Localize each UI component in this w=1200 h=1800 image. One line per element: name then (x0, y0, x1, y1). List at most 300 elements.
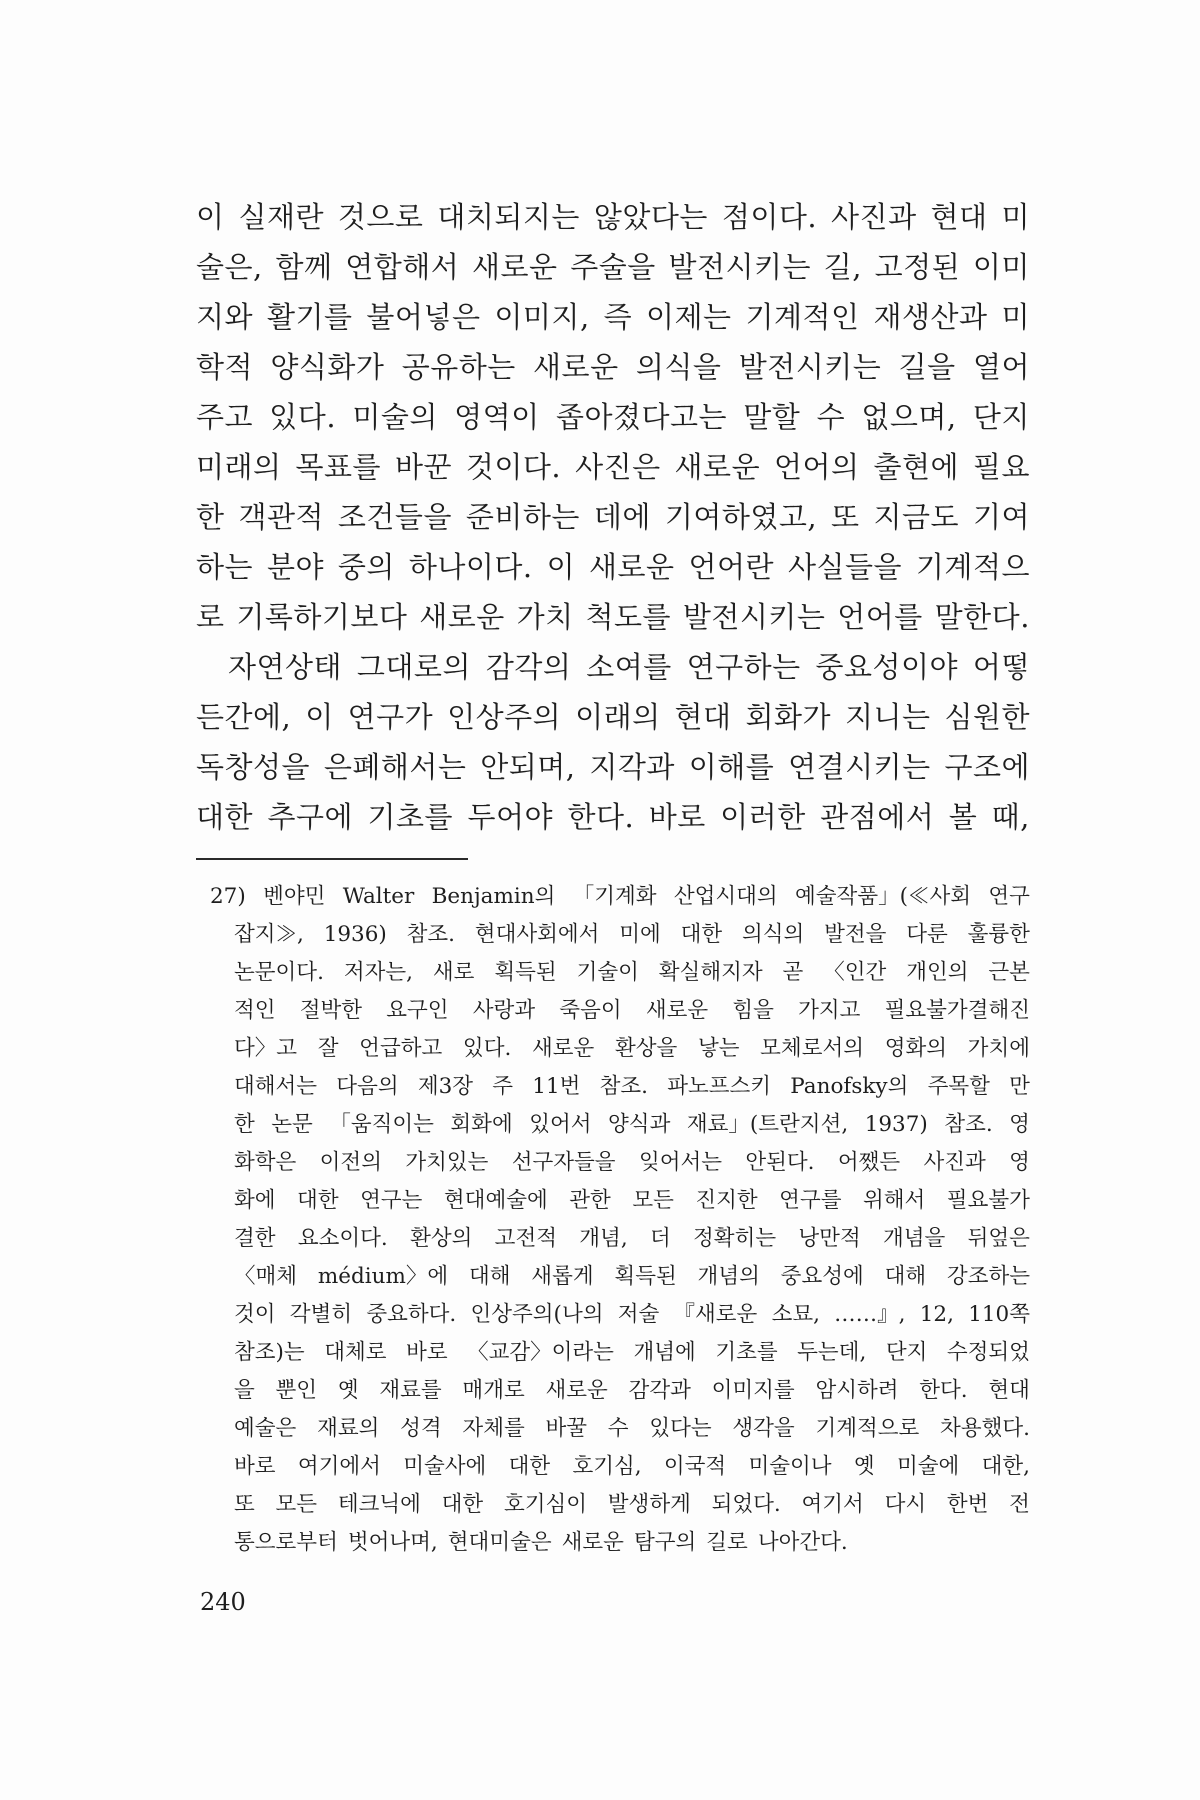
word: 다〉고 (234, 1036, 298, 1061)
word: 여기서 (801, 1492, 864, 1517)
word: 관한 (569, 1188, 611, 1213)
word: 개념, (579, 1226, 628, 1251)
body-line (196, 442, 1030, 492)
word: 「움직이는 (329, 1112, 434, 1137)
word: 중요성이야 (815, 650, 959, 684)
word: 개념에 (633, 1340, 696, 1365)
word: 참조)는 (234, 1340, 305, 1365)
word: 획득된 (494, 960, 557, 985)
word: 연구를 (779, 1188, 842, 1213)
word: 함께 (275, 250, 333, 284)
word: 안된다. (745, 1150, 815, 1175)
word: 바로 (648, 800, 706, 834)
word: 관점에서 (820, 800, 935, 834)
body-line (196, 492, 1030, 542)
word: 수정되었 (946, 1340, 1030, 1365)
word: 볼 (948, 800, 978, 834)
word: 미술사에 (403, 1454, 487, 1479)
body-line (196, 542, 1030, 592)
word: 한 (234, 1112, 255, 1137)
word: 옛 (337, 1378, 359, 1403)
word: 이 (546, 550, 576, 584)
word: 기계적인 (745, 300, 860, 334)
word: 말한다. (934, 600, 1030, 634)
word: 을 (234, 1378, 255, 1403)
word: 새로운 (674, 450, 761, 484)
word: 참조. (406, 922, 455, 947)
word: 각별히 (289, 1302, 353, 1327)
word: 모체로서의 (760, 1036, 865, 1061)
word: 연구가 (347, 700, 434, 734)
word: 은폐해서는 (323, 750, 467, 784)
word: 필요불가결해진 (884, 998, 1030, 1023)
word: 저자는, (343, 960, 413, 985)
word: 여기에서 (297, 1454, 381, 1479)
word: 즉 (603, 300, 633, 334)
word: 이래의 (575, 700, 661, 734)
word: 낳는 (697, 1036, 740, 1061)
word: 대한, (981, 1454, 1030, 1479)
footnote-line (210, 1486, 1030, 1524)
word: 데에 (593, 500, 651, 534)
footnote-line (210, 1410, 1030, 1448)
footnote-line (210, 1220, 1030, 1258)
word: 27) (210, 884, 246, 909)
word: 이제는 (646, 300, 732, 334)
body-line-indented (196, 642, 1030, 692)
word: 고정된 (874, 250, 961, 284)
word: 대한 (297, 1188, 339, 1213)
word: 현대 (930, 200, 988, 234)
word: 점이다. (721, 200, 818, 234)
word: 잊어서는 (638, 1150, 723, 1175)
word: 소여를 (586, 650, 672, 684)
footnote-line (210, 1334, 1030, 1372)
word: 죽음이 (559, 998, 622, 1023)
body-line (196, 392, 1030, 442)
word: 11번 (532, 1074, 581, 1099)
word: 1937) (864, 1112, 928, 1137)
word: 언급하고 (359, 1036, 443, 1061)
word: 구조에 (944, 750, 1030, 784)
word: 인상주의(나의 (470, 1302, 604, 1327)
word: 재료를 (379, 1378, 442, 1403)
word: 지니는 (844, 700, 931, 734)
word: 하나이다. (408, 550, 533, 584)
word: 12, (919, 1302, 954, 1327)
footnote-line (210, 1296, 1030, 1334)
word: 이미 (972, 250, 1030, 284)
word: 개념을 (883, 1226, 946, 1251)
word: 현대사회에서 (474, 922, 600, 947)
word: 테크닉에 (337, 1492, 421, 1517)
footnote-line (210, 1068, 1030, 1106)
word: 필요불가 (946, 1188, 1030, 1213)
word: 조건들을 (337, 500, 452, 534)
footnote-line (210, 1106, 1030, 1144)
word: 전 (1009, 1492, 1030, 1517)
word: 단지 (972, 400, 1030, 434)
word: 사진과 (923, 1150, 986, 1175)
word: 예술은 (234, 1416, 297, 1441)
word: 미래의 (196, 450, 282, 484)
word: 잘 (317, 1036, 339, 1061)
word: 제3장 (417, 1074, 474, 1099)
word: 이국적 (663, 1454, 727, 1479)
word: 기계적으로 (815, 1416, 920, 1441)
word: 모든 (275, 1492, 318, 1517)
word: 척도를 (585, 600, 672, 634)
word: 회화에 (450, 1112, 513, 1137)
word: 현대예술에 (443, 1188, 548, 1213)
word: 미술이나 (748, 1454, 832, 1479)
word: 또 (234, 1492, 255, 1517)
word: 기초를 (715, 1340, 778, 1365)
body-line (196, 692, 1030, 742)
word: 영 (1009, 1112, 1030, 1137)
word: 없으며, (861, 400, 957, 434)
word: 로 (196, 600, 225, 634)
word: 대해 (468, 1264, 511, 1289)
word: 하는 (196, 550, 254, 584)
word: 발전시키는 (738, 350, 882, 384)
word: 분야 (266, 550, 324, 584)
word: 새롭게 (531, 1264, 594, 1289)
word: 새로운 (533, 350, 619, 384)
word: 미 (1001, 300, 1030, 334)
word: 환상을 (614, 1036, 678, 1061)
page-number: 240 (200, 1588, 246, 1616)
word: 자체를 (462, 1416, 525, 1441)
word: 자연상태 (228, 650, 343, 684)
word: 저술 (617, 1302, 660, 1327)
body-line (196, 192, 1030, 242)
word: 언어의 (774, 450, 860, 484)
word: 적인 (234, 998, 276, 1023)
word: 재료」(트란지션, (686, 1112, 849, 1137)
word: 이 (196, 200, 225, 234)
word: 새로운 (531, 1036, 595, 1061)
word: 또 (831, 500, 860, 534)
word: 두는데, (797, 1340, 867, 1365)
word: 어떻 (972, 650, 1030, 684)
word: 〈교감〉이라는 (467, 1340, 614, 1365)
word: 양식화가 (270, 350, 385, 384)
word: 성격 (400, 1416, 442, 1441)
word: 필요 (972, 450, 1030, 484)
word: 길로 (706, 1530, 748, 1555)
word: 이해를 (688, 750, 775, 784)
word: médium〉에 (317, 1264, 449, 1289)
word: 기록하기보다 (236, 600, 408, 634)
word: 열어 (972, 350, 1030, 384)
word: 통으로부터 (234, 1530, 338, 1555)
word: 미에 (619, 922, 661, 947)
word: 영 (1009, 1150, 1030, 1175)
word: 발전시키는 (668, 250, 812, 284)
word: 한 (196, 500, 225, 534)
word: 〈인간 (823, 960, 887, 985)
word: 잡지≫, (234, 922, 304, 947)
word: 만 (1009, 1074, 1030, 1099)
word: 중의 (337, 550, 395, 584)
word: 기여 (972, 500, 1030, 534)
word: 현대미술은 (447, 1530, 552, 1555)
word: 발전을 (824, 922, 887, 947)
word: 이 (305, 700, 334, 734)
word: 길, (823, 250, 862, 284)
word: 가지고 (798, 998, 861, 1023)
word: 지각과 (589, 750, 675, 784)
word: 매개로 (462, 1378, 525, 1403)
word: 진지한 (695, 1188, 758, 1213)
footnote-line (210, 1144, 1030, 1182)
word: 기계적으 (915, 550, 1030, 584)
footnote-line (210, 954, 1030, 992)
word: 좁아졌다고는 (555, 400, 728, 434)
word: 말할 (743, 400, 801, 434)
word: 학적 (196, 350, 254, 384)
word: 힘을 (732, 998, 774, 1023)
word: Benjamin의 (431, 884, 556, 909)
word: 수 (607, 1416, 629, 1441)
word: 더 (649, 1226, 671, 1251)
word: 주목할 (927, 1074, 990, 1099)
word: 영역이 (454, 400, 540, 434)
word: 옛 (853, 1454, 875, 1479)
word: 대한 (441, 1492, 484, 1517)
word: 예술작품」(≪사회 (795, 884, 972, 909)
word: 사진과 (831, 200, 917, 234)
word: 발생하게 (607, 1492, 691, 1517)
word: 이미지를 (711, 1378, 795, 1403)
word: 것으로 (337, 200, 424, 234)
word: 한번 (946, 1492, 989, 1517)
word: 인상주의 (447, 700, 562, 734)
word: 대해서는 (234, 1074, 318, 1099)
word: 강조하는 (946, 1264, 1030, 1289)
footnote-line (210, 916, 1030, 954)
word: 지금도 (873, 500, 960, 534)
word: 그대로의 (356, 650, 471, 684)
word: 정확히는 (693, 1226, 777, 1251)
word: 한다. (919, 1378, 968, 1403)
word: 객관적 (238, 500, 324, 534)
word: 가치에 (967, 1036, 1030, 1061)
word: 뿐인 (275, 1378, 318, 1403)
word: 않았다는 (593, 200, 708, 234)
word: 연구 (988, 884, 1030, 909)
word: 중요하다. (366, 1302, 457, 1327)
word: 새로운 (545, 1378, 608, 1403)
word: 술은, (196, 250, 263, 284)
word: 기술이 (576, 960, 639, 985)
word: 대한 (196, 800, 254, 834)
word: 심원한 (944, 700, 1030, 734)
body-line (196, 242, 1030, 292)
word: 미 (1001, 200, 1030, 234)
word: Panofsky의 (790, 1074, 909, 1099)
word: 재료의 (317, 1416, 380, 1441)
word: 중요성에 (780, 1264, 864, 1289)
body-line (196, 742, 1030, 792)
word: 사실들을 (787, 550, 902, 584)
word: 연구는 (360, 1188, 423, 1213)
word: 대한 (508, 1454, 551, 1479)
body-line (196, 342, 1030, 392)
word: 주술을 (570, 250, 656, 284)
word: 사랑과 (472, 998, 536, 1023)
word: 새로 (432, 960, 475, 985)
word: 언어란 (688, 550, 775, 584)
word: 이러한 (720, 800, 806, 834)
word: 논문 (271, 1112, 313, 1137)
word: 위해서 (862, 1188, 926, 1213)
word: 바로 (406, 1340, 448, 1365)
word: 참조. (599, 1074, 648, 1099)
word: 두어야 (467, 800, 554, 834)
word: 출현에 (873, 450, 960, 484)
body-line (196, 792, 1030, 842)
word: 있다. (269, 400, 337, 434)
word: 단지 (885, 1340, 928, 1365)
word: 곧 (782, 960, 804, 985)
word: 사진은 (575, 450, 661, 484)
word: 가치있는 (405, 1150, 489, 1175)
word: 고전적 (494, 1226, 557, 1251)
word: 새로운 (419, 600, 505, 634)
word: ……』, (834, 1302, 906, 1327)
footnote-separator (196, 858, 468, 860)
word: 주 (492, 1074, 514, 1099)
word: 벗어나며, (347, 1530, 438, 1555)
word: 의식을 (635, 350, 722, 384)
word: 벤야민 (263, 884, 326, 909)
word: 바꿀 (545, 1416, 588, 1441)
footnote-line (210, 1258, 1030, 1296)
word: Walter (342, 884, 415, 909)
word: 수 (816, 400, 846, 434)
word: 110쪽 (968, 1302, 1030, 1327)
word: 근본 (988, 960, 1030, 985)
word: 안되며, (480, 750, 576, 784)
word: 영화의 (884, 1036, 947, 1061)
word: 때, (991, 800, 1030, 834)
word: 참조. (944, 1112, 993, 1137)
word: 주고 (196, 400, 254, 434)
footnote-line (210, 992, 1030, 1030)
word: 모든 (632, 1188, 674, 1213)
word: 확실해지자 (658, 960, 763, 985)
word: 암시하려 (815, 1378, 899, 1403)
word: 준비하는 (465, 500, 580, 534)
word: 바꾼 (394, 450, 452, 484)
word: 나아간다. (757, 1530, 848, 1555)
word: 대해 (884, 1264, 927, 1289)
word: 이전의 (319, 1150, 382, 1175)
word: 다룬 (906, 922, 948, 947)
word: 획득된 (614, 1264, 677, 1289)
word: 〈매체 (234, 1264, 298, 1289)
word: 가치 (516, 600, 574, 634)
word: 새로운 (471, 250, 558, 284)
word: 미술에 (896, 1454, 960, 1479)
word: 대한 (680, 922, 723, 947)
word: 기초를 (367, 800, 454, 834)
word: 「기계화 (572, 884, 657, 909)
word: 독창성을 (196, 750, 311, 784)
word: 이미지, (494, 300, 590, 334)
word: 감각과 (628, 1378, 691, 1403)
word: 새로운 (645, 998, 709, 1023)
word: 활기를 (266, 300, 353, 334)
word: 논문이다. (234, 960, 324, 985)
word: 요소이다. (297, 1226, 388, 1251)
word: 차용했다. (940, 1416, 1030, 1441)
word: 바로 (234, 1454, 276, 1479)
word: 대치되지는 (437, 200, 580, 234)
word: 것이 (234, 1302, 276, 1327)
footnote-line (210, 1372, 1030, 1410)
word: 연합해서 (345, 250, 460, 284)
word: 어쨌든 (837, 1150, 901, 1175)
word: 회화가 (745, 700, 832, 734)
word: 연구하는 (686, 650, 801, 684)
word: 있어서 (529, 1112, 592, 1137)
word: 재생산과 (873, 300, 988, 334)
footnote-line (210, 1030, 1030, 1068)
body-line (196, 292, 1030, 342)
word: 낭만적 (798, 1226, 861, 1251)
word: 감각의 (485, 650, 572, 684)
word: 1936) (323, 922, 387, 947)
word: 현대 (988, 1378, 1030, 1403)
word: 호기심, (572, 1454, 642, 1479)
word: 되었다. (711, 1492, 781, 1517)
word: 탐구의 (633, 1530, 697, 1555)
main-text (196, 192, 1030, 842)
word: 『새로운 (673, 1302, 758, 1327)
body-line (196, 592, 1030, 642)
word: 의식의 (741, 922, 805, 947)
word: 다음의 (336, 1074, 399, 1099)
word: 선구자들을 (511, 1150, 616, 1175)
word: 산업시대의 (673, 884, 778, 909)
word: 든간에, (196, 700, 292, 734)
word: 절박한 (299, 998, 363, 1023)
word: 언어를 (837, 600, 923, 634)
word: 다시 (884, 1492, 927, 1517)
word: 결한 (234, 1226, 276, 1251)
word: 개인의 (906, 960, 969, 985)
footnote-line (210, 1524, 1030, 1562)
word: 발전시키는 (682, 600, 826, 634)
word: 있다. (462, 1036, 512, 1061)
word: 파노프스키 (667, 1074, 772, 1099)
word: 훌륭한 (967, 922, 1030, 947)
footnote-line (210, 1448, 1030, 1486)
word: 연결시키는 (788, 750, 931, 784)
footnote-line (210, 878, 1030, 916)
word: 추구에 (267, 800, 354, 834)
word: 것이다. (465, 450, 562, 484)
word: 요구인 (386, 998, 449, 1023)
word: 생각을 (732, 1416, 795, 1441)
word: 목표를 (295, 450, 382, 484)
word: 새로운 (589, 550, 675, 584)
word: 공유하는 (401, 350, 516, 384)
word: 기여하였고, (664, 500, 818, 534)
